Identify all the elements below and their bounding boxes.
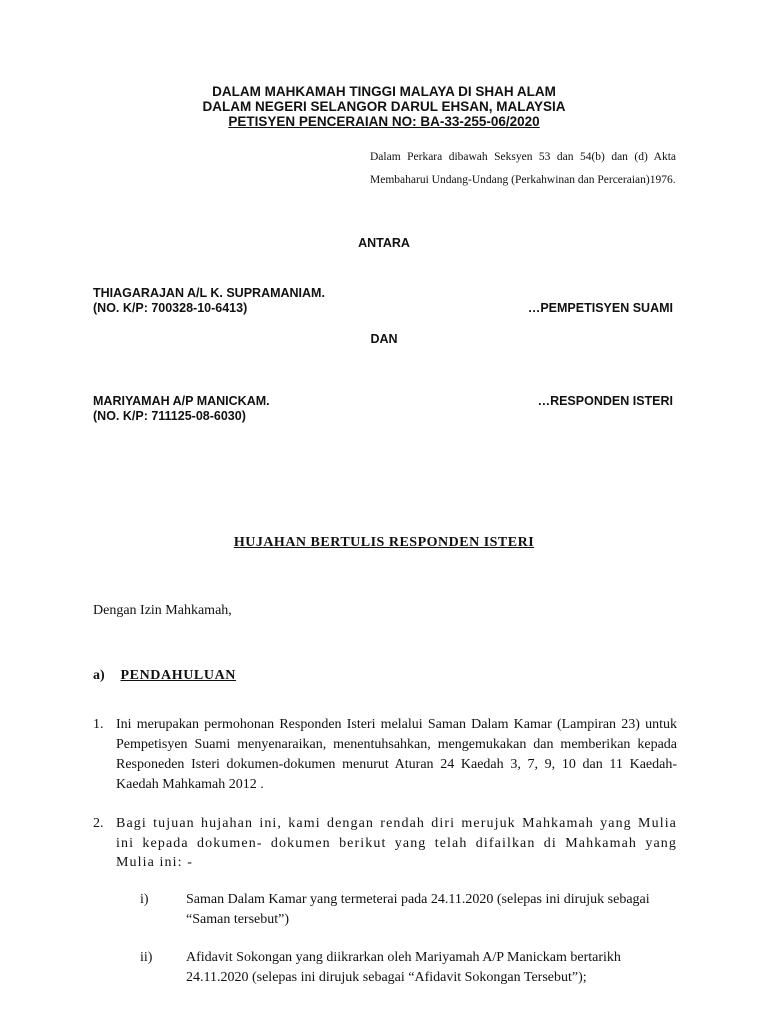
list-item-number: i) <box>140 892 149 907</box>
section-heading <box>93 668 236 684</box>
list-item-text: Saman Dalam Kamar yang termeterai pada 24.11.2020 (selepas ini dirujuk sebagai “Saman tersebut”) <box>186 892 650 927</box>
paragraph-text: Ini merupakan permohonan Responden Isteri melalui Saman Dalam Kamar (Lampiran 23) untuk Pempetisyen Suami menyenaraikan, menentuhsahkan, mengemukakan dan memberikan kepada Responeden Isteri dokumen-dokumen menurut Aturan 24 Kaedah 3, 7, 9, 10 dan 11 Kaedah-Kaedah Mahkamah 2012 . <box>116 717 677 792</box>
petitioner-block <box>93 286 673 316</box>
list-item <box>140 890 680 930</box>
court-state: DALAM NEGERI SELANGOR DARUL EHSAN, MALAYSIA <box>202 99 566 114</box>
matter-statement: Dalam Perkara dibawah Seksyen 53 dan 54(b) dan (d) Akta Membaharui Undang-Undang (Perkahwinan dan Perceraian)1976. <box>370 151 676 186</box>
paragraph-text: Bagi tujuan hujahan ini, kami dengan rendah diri merujuk Mahkamah yang Mulia ini kepada dokumen- dokumen berikut yang telah difailkan di Mahkamah yang Mulia ini: - <box>116 816 677 870</box>
petitioner-role: …PEMPETISYEN SUAMI <box>527 301 673 315</box>
paragraph-number: 2. <box>93 816 104 831</box>
paragraph-number: 1. <box>93 717 104 732</box>
court-header <box>0 84 768 129</box>
document-title: HUJAHAN BERTULIS RESPONDEN ISTERI <box>233 535 535 550</box>
section-title: PENDAHULUAN <box>120 668 236 683</box>
petitioner-id: (NO. K/P: 700328-10-6413) <box>93 301 248 315</box>
and-label: DAN <box>370 332 398 346</box>
list-item-number: ii) <box>140 950 153 965</box>
court-name: DALAM MAHKAMAH TINGGI MALAYA DI SHAH ALAM <box>212 84 556 99</box>
respondent-role: …RESPONDEN ISTERI <box>537 394 673 408</box>
respondent-block <box>93 394 673 424</box>
between-label: ANTARA <box>358 236 410 250</box>
list-item <box>140 948 680 988</box>
salutation: Dengan Izin Mahkamah, <box>93 603 232 618</box>
petitioner-name: THIAGARAJAN A/L K. SUPRAMANIAM. <box>93 286 325 300</box>
section-label: a) <box>93 668 105 683</box>
paragraph <box>93 814 677 873</box>
petition-number: PETISYEN PENCERAIAN NO: BA-33-255-06/2020 <box>228 114 540 129</box>
respondent-id: (NO. K/P: 711125-08-6030) <box>93 409 246 423</box>
paragraph <box>93 715 677 795</box>
respondent-name: MARIYAMAH A/P MANICKAM. <box>93 394 270 408</box>
list-item-text: Afidavit Sokongan yang diikrarkan oleh Mariyamah A/P Manickam bertarikh 24.11.2020 (selepas ini dirujuk sebagai “Afidavit Sokongan Tersebut”); <box>186 950 621 985</box>
